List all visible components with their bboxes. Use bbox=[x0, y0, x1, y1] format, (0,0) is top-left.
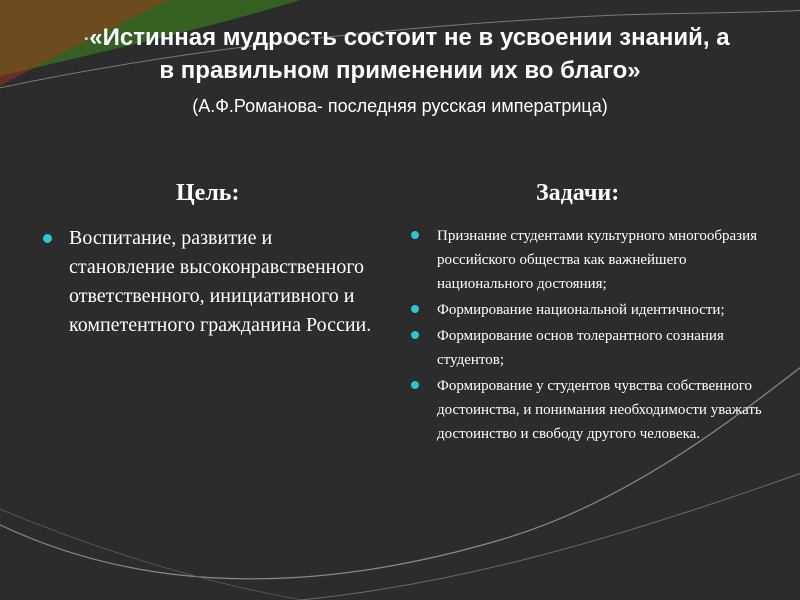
tasks-list bbox=[408, 224, 768, 448]
task-item-text: Формирование национальной идентичности; bbox=[437, 302, 725, 318]
task-item bbox=[408, 324, 768, 372]
task-item bbox=[408, 224, 768, 296]
bullet-icon bbox=[411, 331, 419, 339]
goal-item bbox=[40, 224, 380, 340]
bullet-icon bbox=[411, 381, 419, 389]
task-item bbox=[408, 298, 768, 322]
title-line-1-text: «Истинная мудрость состоит не в усвоении знаний, а bbox=[89, 24, 730, 51]
task-item-text: Признание студентами культурного многообразия российского общества как важнейшего национального достояния; bbox=[437, 228, 758, 292]
task-item bbox=[408, 374, 768, 446]
title-line-1 bbox=[20, 22, 780, 55]
slide-title bbox=[20, 22, 780, 87]
title-line-2: в правильном применении их во благо» bbox=[159, 56, 641, 84]
bullet-icon bbox=[43, 234, 52, 243]
goal-text: Воспитание, развитие и становление высоконравственного ответственного, инициативного и компетентного гражданина России. bbox=[69, 227, 372, 336]
task-item-text: Формирование основ толерантного сознания студентов; bbox=[437, 328, 724, 368]
author-subtitle: (А.Ф.Романова- последняя русская императрица) bbox=[192, 96, 608, 116]
task-item-text: Формирование у студентов чувства собственного достоинства, и понимания необходимости уважать достоинство и свободу другого человека. bbox=[437, 378, 762, 442]
bullet-icon bbox=[411, 231, 419, 239]
tasks-heading: Задачи: bbox=[536, 180, 620, 206]
small-bullet-icon: ▪ bbox=[84, 32, 89, 45]
bullet-icon bbox=[411, 305, 419, 313]
goal-heading: Цель: bbox=[176, 180, 240, 206]
